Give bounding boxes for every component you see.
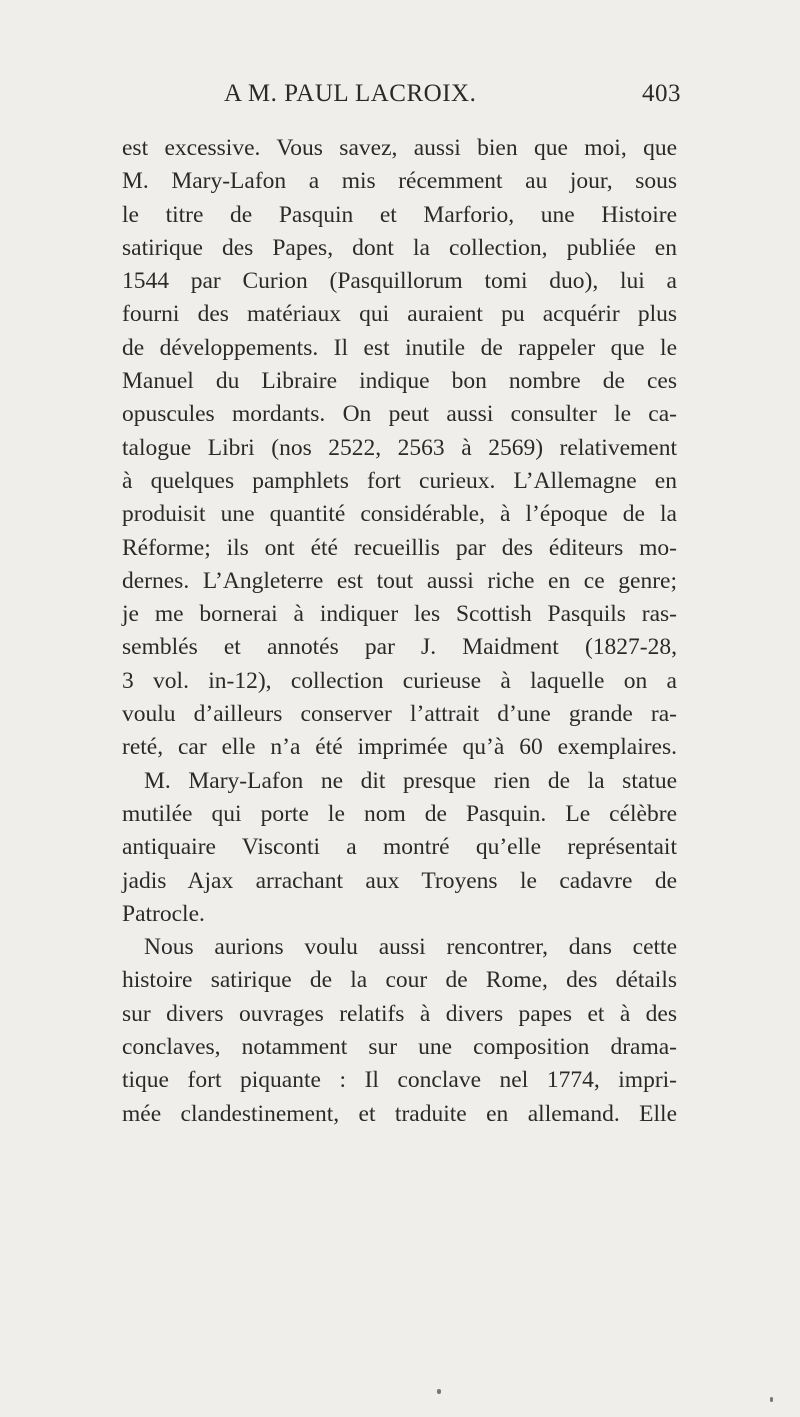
text-line: Manuel du Libraire indique bon nombre de ces (122, 368, 677, 395)
text-line: sur divers ouvrages relatifs à divers papes et à des (122, 1000, 677, 1027)
running-title: A M. PAUL LACROIX. (224, 80, 477, 107)
text-line: 3 vol. in-12), collection curieuse à laquelle on a (122, 667, 677, 694)
text-line: talogue Libri (nos 2522, 2563 à 2569) relativement (122, 434, 677, 461)
text-line: mutilée qui porte le nom de Pasquin. Le célèbre (122, 800, 677, 827)
text-line: satirique des Papes, dont la collection, publiée en (122, 234, 677, 261)
paper-speck (437, 1389, 441, 1394)
text-line: produisit une quantité considérable, à l’époque de la (122, 501, 677, 528)
text-line: conclaves, notamment sur une composition drama- (122, 1034, 677, 1061)
text-line: M. Mary-Lafon a mis récemment au jour, sous (122, 168, 677, 195)
text-line: dernes. L’Angleterre est tout aussi riche en ce genre; (122, 567, 677, 594)
text-line: antiquaire Visconti a montré qu’elle représentait (122, 834, 677, 861)
text-line: voulu d’ailleurs conserver l’attrait d’une grande ra- (122, 701, 677, 728)
text-line: je me bornerai à indiquer les Scottish Pasquils ras- (122, 601, 677, 628)
text-line: jadis Ajax arrachant aux Troyens le cadavre de (122, 867, 677, 894)
body-text (122, 132, 677, 1131)
text-line: reté, car elle n’a été imprimée qu’à 60 exemplaires. (122, 734, 677, 761)
text-line: 1544 par Curion (Pasquillorum tomi duo), lui a (122, 268, 677, 295)
text-line: Nous aurions voulu aussi rencontrer, dans cette (144, 934, 677, 961)
text-line: à quelques pamphlets fort curieux. L’Allemagne en (122, 467, 677, 494)
text-line: tique fort piquante : Il conclave nel 1774, impri- (122, 1067, 677, 1094)
text-line: histoire satirique de la cour de Rome, des détails (122, 967, 677, 994)
text-line: Réforme; ils ont été recueillis par des éditeurs mo- (122, 534, 677, 561)
page-number: 403 (642, 80, 681, 107)
text-line: mée clandestinement, et traduite en allemand. Elle (122, 1100, 677, 1127)
text-line: fourni des matériaux qui auraient pu acquérir plus (122, 301, 677, 328)
running-header (0, 80, 800, 120)
text-line: est excessive. Vous savez, aussi bien que moi, que (122, 135, 677, 161)
text-line: semblés et annotés par J. Maidment (1827-28, (122, 634, 677, 661)
text-line: le titre de Pasquin et Marforio, une Histoire (122, 201, 677, 228)
text-line: de développements. Il est inutile de rappeler que le (122, 334, 677, 361)
paper-speck (770, 1397, 773, 1402)
text-line: M. Mary-Lafon ne dit presque rien de la statue (144, 767, 677, 794)
text-line: Patrocle. (122, 900, 205, 927)
text-line: opuscules mordants. On peut aussi consulter le ca- (122, 401, 677, 428)
